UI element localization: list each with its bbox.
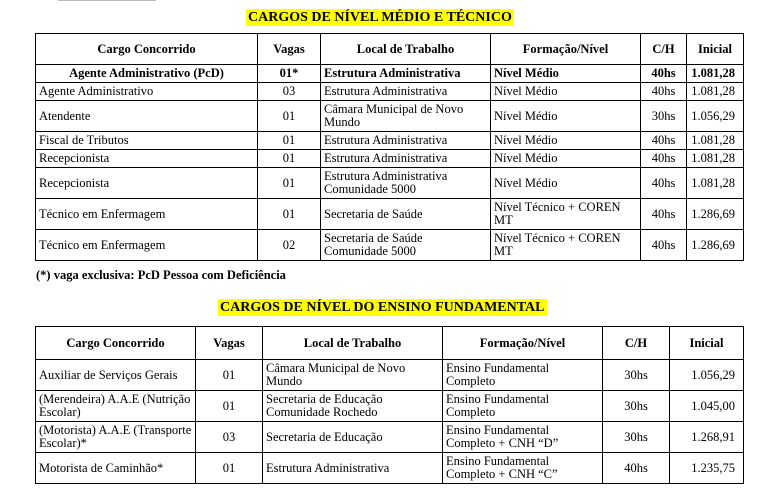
header-local: Local de Trabalho: [263, 327, 443, 360]
header-inicial: Inicial: [687, 34, 744, 65]
cell-cargo: Atendente: [36, 101, 258, 132]
cell-ch: 40hs: [641, 150, 687, 168]
header-vagas: Vagas: [196, 327, 263, 360]
cell-ch: 40hs: [603, 453, 670, 484]
cell-formacao: Nível Médio: [491, 168, 641, 199]
cell-ch: 40hs: [641, 65, 687, 83]
header-ch: C/H: [641, 34, 687, 65]
table-row: [36, 65, 744, 83]
cell-local: Secretaria de Educação Comunidade Rochedo: [263, 391, 443, 422]
cell-formacao: Nível Técnico + COREN MT: [491, 230, 641, 261]
cell-local: Secretaria de Educação: [263, 422, 443, 453]
table-row: [36, 132, 744, 150]
cell-formacao: Nível Médio: [491, 101, 641, 132]
table-row: [36, 360, 744, 391]
cell-formacao: Ensino Fundamental Completo + CNH “D”: [443, 422, 603, 453]
cell-local: Câmara Municipal de Novo Mundo: [263, 360, 443, 391]
cell-formacao: Ensino Fundamental Completo: [443, 391, 603, 422]
cell-vagas: 01: [258, 101, 321, 132]
header-ch: C/H: [603, 327, 670, 360]
cell-ch: 30hs: [603, 422, 670, 453]
cell-cargo: Agente Administrativo (PcD): [36, 65, 258, 83]
cell-ch: 40hs: [641, 132, 687, 150]
section-title-nivel-medio: CARGOS DE NÍVEL MÉDIO E TÉCNICO: [248, 10, 512, 25]
cell-local: Estrutura Administrativa Comunidade 5000: [321, 168, 491, 199]
cell-inicial: 1.081,28: [687, 168, 744, 199]
cell-cargo: Técnico em Enfermagem: [36, 230, 258, 261]
table-header-row: [36, 34, 744, 65]
table-row: [36, 422, 744, 453]
cell-local: Secretaria de Saúde: [321, 199, 491, 230]
table-row: [36, 391, 744, 422]
cell-vagas: 01: [258, 132, 321, 150]
cell-cargo: Recepcionista: [36, 168, 258, 199]
cell-ch: 40hs: [641, 230, 687, 261]
footnote-pcd: (*) vaga exclusiva: PcD Pessoa com Deficiência: [36, 268, 286, 282]
cell-vagas: 01: [258, 168, 321, 199]
table-row: [36, 230, 744, 261]
cell-ch: 30hs: [603, 391, 670, 422]
cell-formacao: Nível Médio: [491, 150, 641, 168]
cell-vagas: 03: [258, 83, 321, 101]
cell-cargo: (Merendeira) A.A.E (Nutrição Escolar): [36, 391, 196, 422]
cell-ch: 40hs: [641, 168, 687, 199]
cell-vagas: 01: [258, 150, 321, 168]
cell-local: Estrutura Administrativa: [321, 83, 491, 101]
table-row: [36, 453, 744, 484]
table-nivel-medio: [35, 33, 744, 261]
header-cargo: Cargo Concorrido: [36, 34, 258, 65]
cell-inicial: 1.056,29: [687, 101, 744, 132]
cell-vagas: 01: [258, 199, 321, 230]
cell-inicial: 1.081,28: [687, 132, 744, 150]
cell-inicial: 1.235,75: [670, 453, 744, 484]
cell-vagas: 01: [196, 453, 263, 484]
cell-cargo: Técnico em Enfermagem: [36, 199, 258, 230]
cell-formacao: Ensino Fundamental Completo + CNH “C”: [443, 453, 603, 484]
cell-vagas: 02: [258, 230, 321, 261]
table-row: [36, 101, 744, 132]
cell-vagas: 01: [196, 360, 263, 391]
cell-inicial: 1.056,29: [670, 360, 744, 391]
cell-cargo: Agente Administrativo: [36, 83, 258, 101]
header-inicial: Inicial: [670, 327, 744, 360]
cell-cargo: Auxiliar de Serviços Gerais: [36, 360, 196, 391]
cell-cargo: (Motorista) A.A.E (Transporte Escolar)*: [36, 422, 196, 453]
cell-ch: 30hs: [603, 360, 670, 391]
cell-vagas: 01*: [258, 65, 321, 83]
cell-inicial: 1.286,69: [687, 199, 744, 230]
cell-formacao: Ensino Fundamental Completo: [443, 360, 603, 391]
cell-local: Estrutura Administrativa: [263, 453, 443, 484]
header-formacao: Formação/Nível: [491, 34, 641, 65]
cell-formacao: Nível Médio: [491, 65, 641, 83]
table-row: [36, 199, 744, 230]
cell-formacao: Nível Médio: [491, 132, 641, 150]
cell-local: Estrutura Administrativa: [321, 132, 491, 150]
page-top-fragment: [58, 0, 156, 5]
cell-ch: 40hs: [641, 83, 687, 101]
cell-inicial: 1.286,69: [687, 230, 744, 261]
header-vagas: Vagas: [258, 34, 321, 65]
table-row: [36, 168, 744, 199]
cell-vagas: 01: [196, 391, 263, 422]
cell-local: Secretaria de Saúde Comunidade 5000: [321, 230, 491, 261]
cell-inicial: 1.081,28: [687, 83, 744, 101]
cell-vagas: 03: [196, 422, 263, 453]
cell-inicial: 1.045,00: [670, 391, 744, 422]
section-title-ensino-fundamental: CARGOS DE NÍVEL DO ENSINO FUNDAMENTAL: [220, 300, 545, 315]
cell-formacao: Nível Técnico + COREN MT: [491, 199, 641, 230]
table-row: [36, 150, 744, 168]
header-cargo: Cargo Concorrido: [36, 327, 196, 360]
cell-inicial: 1.268,91: [670, 422, 744, 453]
cell-local: Estrutura Administrativa: [321, 65, 491, 83]
table-row: [36, 83, 744, 101]
cell-cargo: Motorista de Caminhão*: [36, 453, 196, 484]
header-formacao: Formação/Nível: [443, 327, 603, 360]
cell-ch: 40hs: [641, 199, 687, 230]
cell-cargo: Fiscal de Tributos: [36, 132, 258, 150]
header-local: Local de Trabalho: [321, 34, 491, 65]
cell-local: Estrutura Administrativa: [321, 150, 491, 168]
table-header-row: [36, 327, 744, 360]
cell-local: Câmara Municipal de Novo Mundo: [321, 101, 491, 132]
cell-formacao: Nível Médio: [491, 83, 641, 101]
cell-cargo: Recepcionista: [36, 150, 258, 168]
table-ensino-fundamental: [35, 326, 744, 484]
cell-inicial: 1.081,28: [687, 150, 744, 168]
cell-inicial: 1.081,28: [687, 65, 744, 83]
cell-ch: 30hs: [641, 101, 687, 132]
